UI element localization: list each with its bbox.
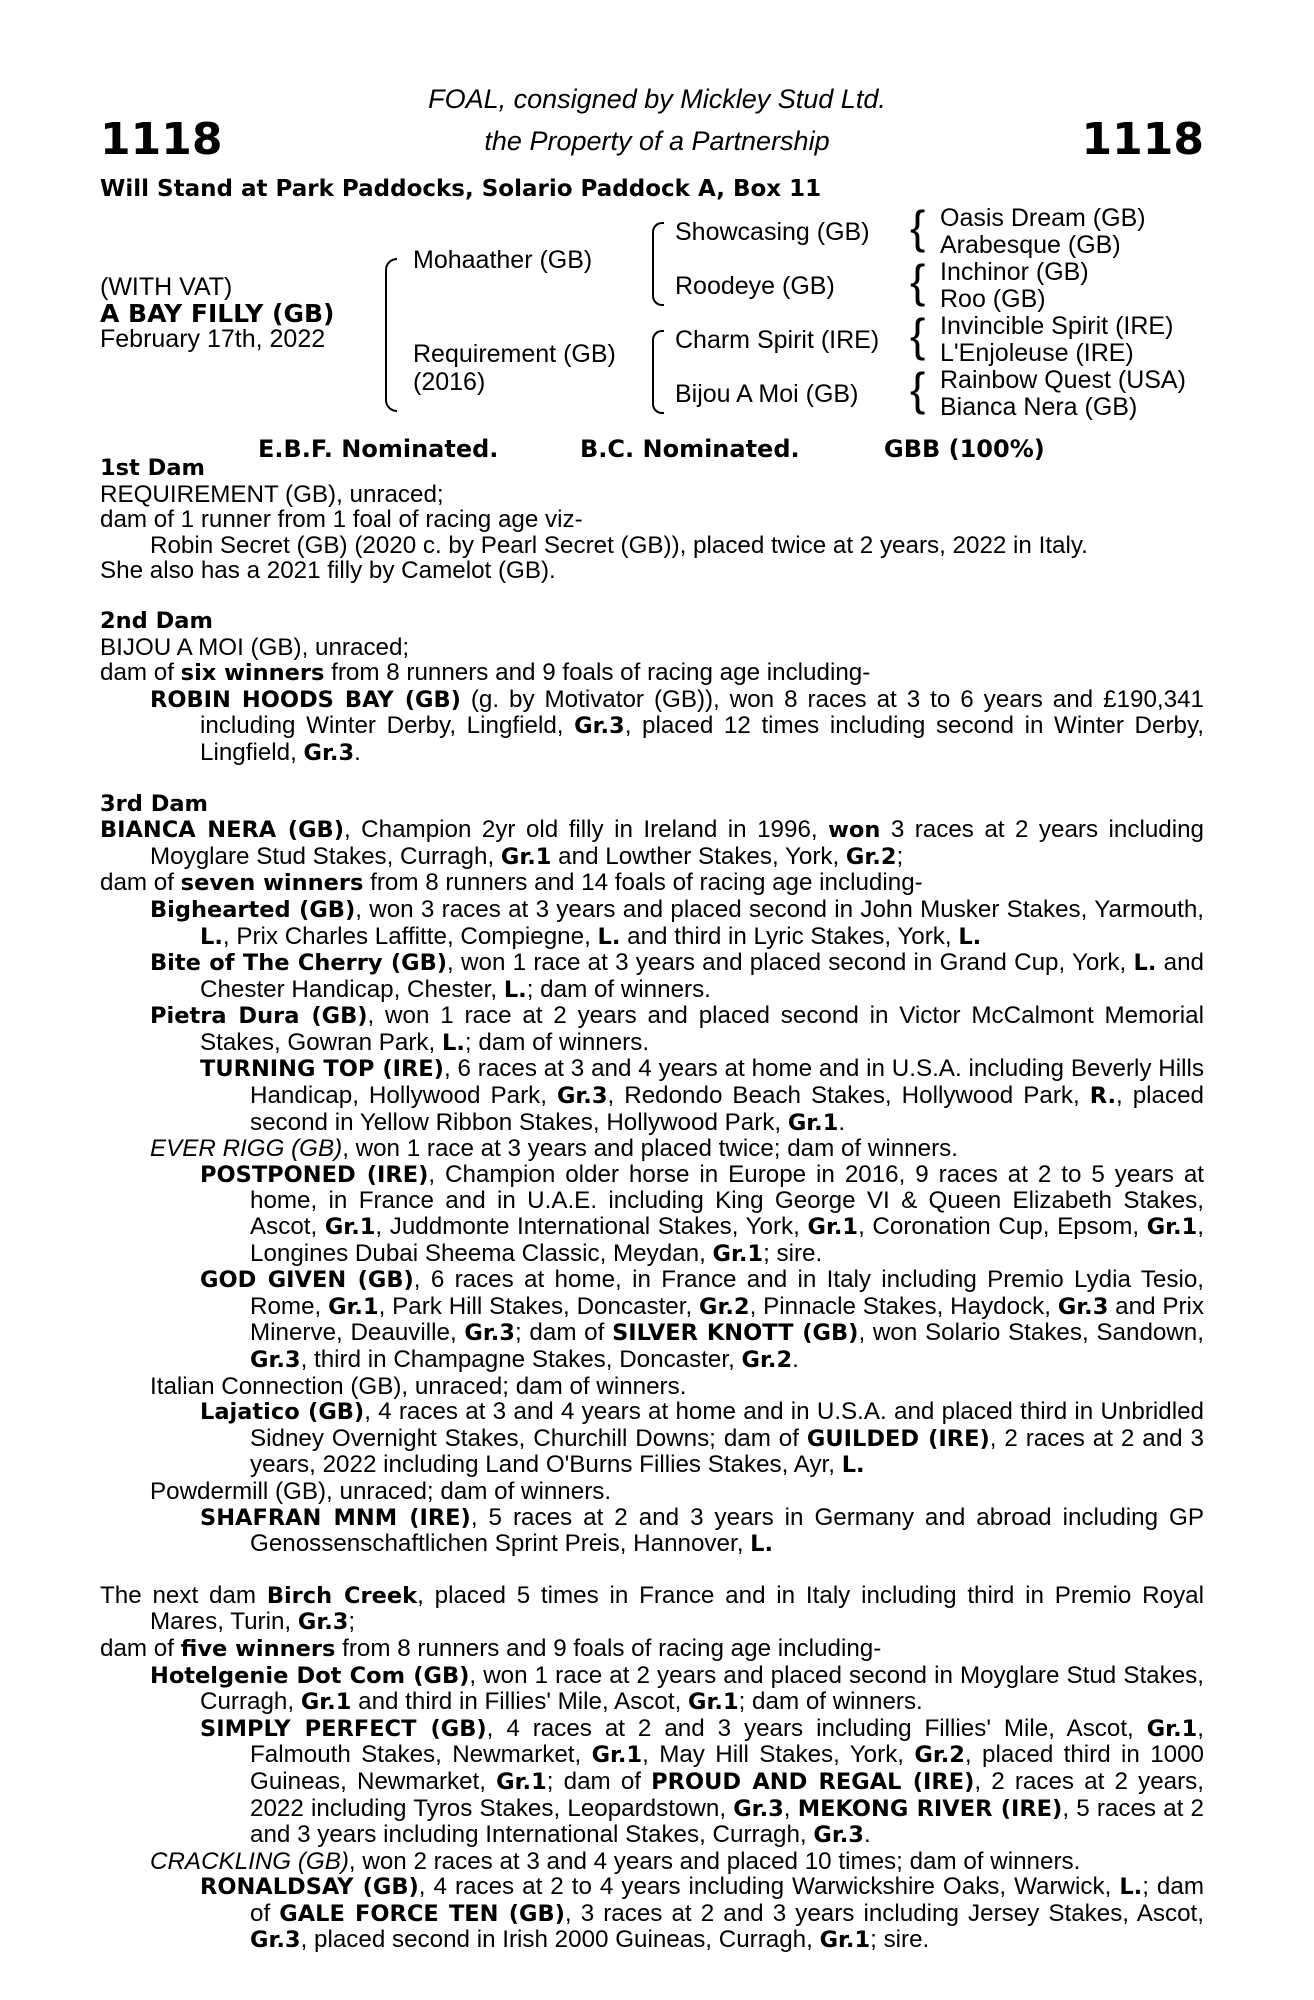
vat-note: (WITH VAT) (100, 273, 233, 301)
dam-dam: Bijou A Moi (GB) (675, 380, 859, 408)
entry-pietra-dura: Pietra Dura (GB), won 1 race at 2 years and placed second in Victor McCalmont Memorial Stakes, Gowran Park, L.; dam of winners. (150, 1002, 1204, 1056)
gbb-premium: GBB (100%) (884, 435, 1045, 463)
property-line: the Property of a Partnership (484, 126, 830, 156)
great-grandparent-6: L'Enjoleuse (IRE) (940, 339, 1134, 367)
great-grandparent-4: Roo (GB) (940, 285, 1046, 313)
dam-sire: Charm Spirit (IRE) (675, 326, 880, 354)
sire-sire: Showcasing (GB) (675, 218, 870, 246)
stand-location: Will Stand at Park Paddocks, Solario Paddock A, Box 11 (100, 176, 822, 202)
entry-crackling: CRACKLING (GB), won 2 races at 3 and 4 years and placed 10 times; dam of winners. (150, 1847, 1081, 1875)
entry-ever-rigg: EVER RIGG (GB), won 1 race at 3 years and placed twice; dam of winners. (150, 1135, 958, 1163)
bracket-dam (652, 330, 664, 414)
entry-italian-connection: Italian Connection (GB), unraced; dam of winners. (150, 1372, 687, 1400)
great-grandparent-7: Rainbow Quest (USA) (940, 366, 1186, 394)
sire: Mohaather (GB) (413, 246, 593, 274)
great-grandparent-5: Invincible Spirit (IRE) (940, 312, 1174, 340)
brace-g12: { (910, 201, 926, 253)
second-dam-intro: BIJOU A MOI (GB), unraced; (100, 633, 410, 661)
third-dam-produce: dam of seven winners from 8 runners and 14 foals of racing age including- (100, 869, 923, 897)
entry-powdermill: Powdermill (GB), unraced; dam of winners. (150, 1477, 612, 1505)
entry-bighearted: Bighearted (GB), won 3 races at 3 years and placed second in John Musker Stakes, Yarmouth, L., Prix Charles Laffitte, Compiegne, L. and third in Lyric Stakes, York, L. (150, 895, 1204, 950)
lot-number-left: 1118 (100, 114, 223, 165)
great-grandparent-2: Arabesque (GB) (940, 231, 1121, 259)
catalogue-body (100, 456, 1204, 1954)
entry-simply-perfect: SIMPLY PERFECT (GB), 4 races at 2 and 3 years including Fillies' Mile, Ascot, Gr.1, Falmouth Stakes, Newmarket, Gr.1, May Hill Stakes, York, Gr.2, placed third in 1000 Guineas, Newmarket, Gr.1; dam of PROUD AND REGAL (IRE), 2 races at 2 years, 2022 including Tyros Stakes, Leopardstown, Gr.3, MEKONG RIVER (IRE), 5 races at 2 and 3 years including International Stakes, Curragh, Gr.3. (200, 1714, 1205, 1849)
next-dam-produce: dam of five winners from 8 runners and 9 foals of racing age including- (100, 1634, 882, 1662)
entry-bite-of-the-cherry: Bite of The Cherry (GB), won 1 race at 3 years and placed second in Grand Cup, York, L. and Chester Handicap, Chester, L.; dam of winners. (150, 949, 1204, 1003)
first-dam-heading: 1st Dam (100, 455, 205, 481)
bc-nomination: B.C. Nominated. (580, 435, 800, 463)
third-dam-heading: 3rd Dam (100, 790, 208, 817)
bracket-main (385, 258, 397, 412)
great-grandparent-1: Oasis Dream (GB) (940, 204, 1146, 232)
great-grandparent-8: Bianca Nera (GB) (940, 393, 1138, 421)
entry-robin-hoods-bay: ROBIN HOODS BAY (GB) (g. by Motivator (GB)), won 8 races at 3 to 6 years and £190,341 including Winter Derby, Lingfield, Gr.3, placed 12 times including second in Winter Derby, Lingfield, Gr.3. (150, 685, 1204, 766)
consignor-line: FOAL, consigned by Mickley Stud Ltd. (428, 84, 886, 114)
entry-bianca-nera: BIANCA NERA (GB), Champion 2yr old filly in Ireland in 1996, won 3 races at 2 years including Moyglare Stud Stakes, Curragh, Gr.1 and Lowther Stakes, York, Gr.2; (100, 816, 1204, 870)
brace-g34: { (910, 255, 926, 307)
great-grandparent-3: Inchinor (GB) (940, 258, 1089, 286)
dam: Requirement (GB) (413, 340, 616, 368)
lot-number-right: 1118 (1081, 114, 1204, 165)
entry-postponed: POSTPONED (IRE), Champion older horse in Europe in 2016, 9 races at 2 to 5 years at home, in France and in U.A.E. including King George VI & Queen Elizabeth Stakes, Ascot, Gr.1, Juddmonte International Stakes, York, Gr.1, Coronation Cup, Epsom, Gr.1, Longines Dubai Sheema Classic, Meydan, Gr.1; sire. (200, 1160, 1204, 1267)
entry-birch-creek: The next dam Birch Creek, placed 5 times in France and in Italy including third in Premio Royal Mares, Turin, Gr.3; (100, 1581, 1205, 1636)
first-dam-line-2: dam of 1 runner from 1 foal of racing age viz- (100, 506, 583, 534)
ebf-nomination: E.B.F. Nominated. (258, 435, 499, 463)
sire-dam: Roodeye (GB) (675, 272, 835, 300)
first-dam-line-4: She also has a 2021 filly by Camelot (GB). (100, 557, 556, 585)
brace-g78: { (910, 363, 926, 415)
entry-shafran-mnm: SHAFRAN MNM (IRE), 5 races at 2 and 3 years in Germany and abroad including GP Genossenschaftlichen Sprint Preis, Hannover, L. (200, 1503, 1204, 1558)
first-dam-runner: Robin Secret (GB) (2020 c. by Pearl Secret (GB)), placed twice at 2 years, 2022 in Italy. (150, 531, 1088, 559)
entry-lajatico: Lajatico (GB), 4 races at 3 and 4 years at home and in U.S.A. and placed third in Unbridled Sidney Overnight Stakes, Churchill Downs; dam of GUILDED (IRE), 2 races at 2 and 3 years, 2022 including Land O'Burns Fillies Stakes, Ayr, L. (200, 1398, 1204, 1479)
entry-ronaldsay: RONALDSAY (GB), 4 races at 2 to 4 years including Warwickshire Oaks, Warwick, L.; dam of GALE FORCE TEN (GB), 3 races at 2 and 3 years including Jersey Stakes, Ascot, Gr.3, placed second in Irish 2000 Guineas, Curragh, Gr.1; sire. (200, 1873, 1204, 1954)
second-dam-produce: dam of six winners from 8 runners and 9 foals of racing age including- (100, 659, 871, 687)
lot-name: A BAY FILLY (GB) (100, 299, 335, 328)
bracket-sire (652, 222, 664, 306)
entry-turning-top: TURNING TOP (IRE), 6 races at 3 and 4 years at home and in U.S.A. including Beverly Hills Handicap, Hollywood Park, Gr.3, Redondo Beach Stakes, Hollywood Park, R., placed second in Yellow Ribbon Stakes, Hollywood Park, Gr.1. (200, 1055, 1204, 1136)
dam-year: (2016) (413, 368, 486, 396)
second-dam-heading: 2nd Dam (100, 607, 213, 634)
brace-g56: { (910, 309, 926, 361)
date-of-birth: February 17th, 2022 (100, 325, 326, 353)
first-dam-line-1: REQUIREMENT (GB), unraced; (100, 480, 444, 508)
entry-hotelgenie-dot-com: Hotelgenie Dot Com (GB), won 1 race at 2 years and placed second in Moyglare Stud Stakes, Curragh, Gr.1 and third in Fillies' Mile, Ascot, Gr.1; dam of winners. (150, 1661, 1204, 1716)
entry-god-given: GOD GIVEN (GB), 6 races at home, in France and in Italy including Premio Lydia Tesio, Rome, Gr.1, Park Hill Stakes, Doncaster, Gr.2, Pinnacle Stakes, Haydock, Gr.3 and Prix Minerve, Deauville, Gr.3; dam of SILVER KNOTT (GB), won Solario Stakes, Sandown, Gr.3, third in Champagne Stakes, Doncaster, Gr.2. (200, 1266, 1205, 1373)
